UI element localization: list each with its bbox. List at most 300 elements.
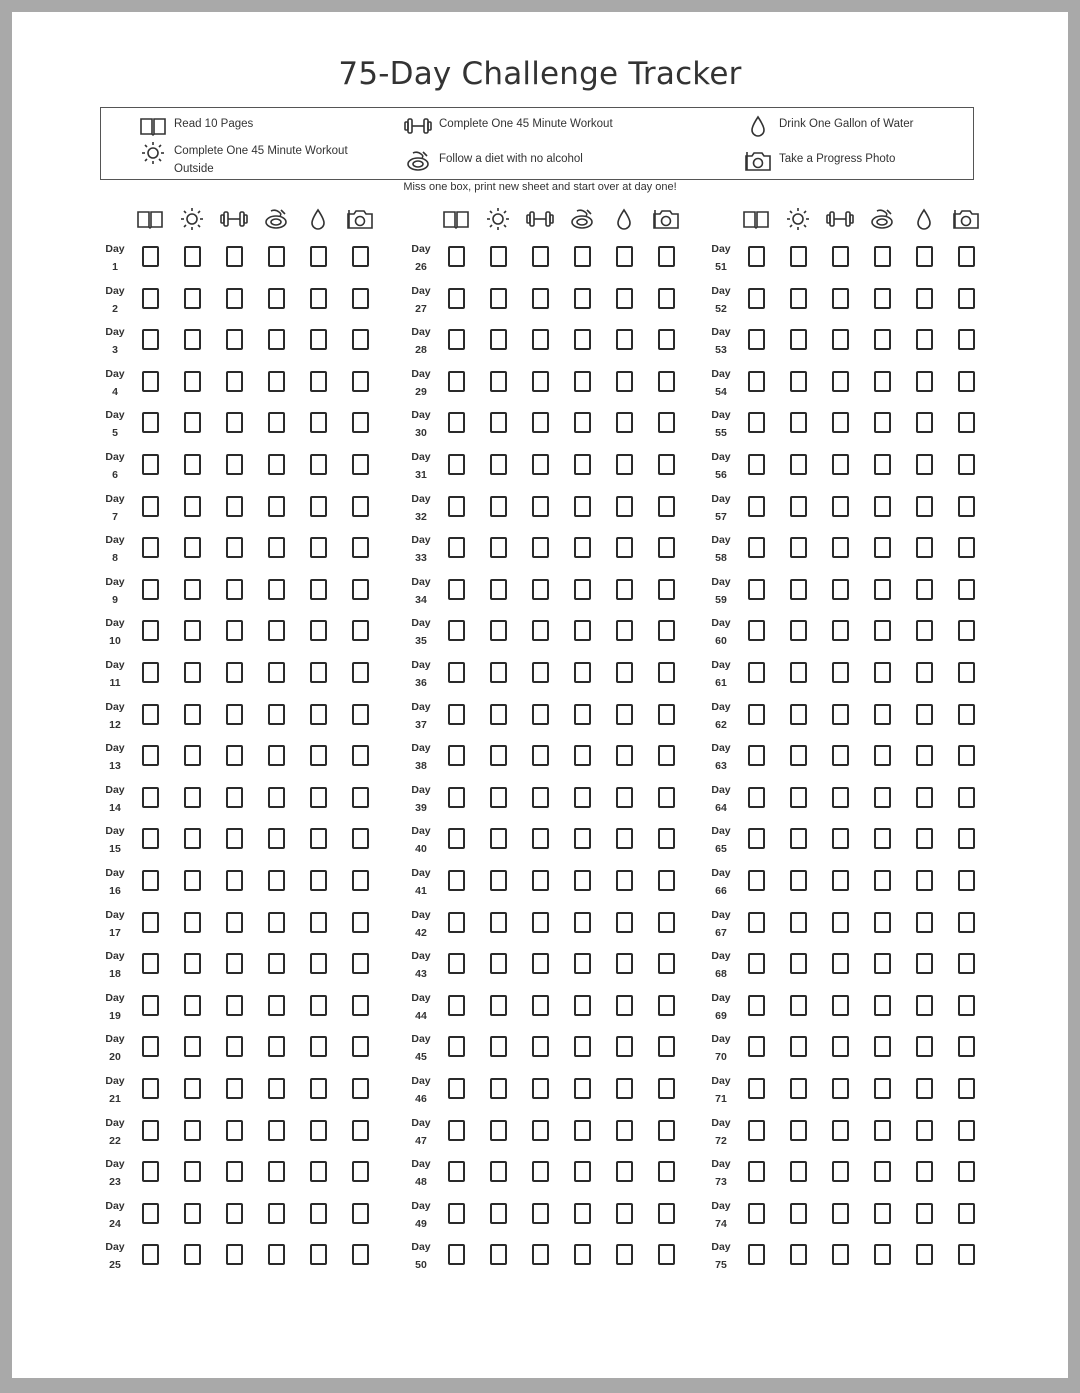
checkbox-day-27-camera[interactable] (658, 288, 675, 309)
checkbox-day-16-water-drop[interactable] (310, 870, 327, 891)
checkbox-day-66-water-drop[interactable] (916, 870, 933, 891)
checkbox-day-27-sun[interactable] (490, 288, 507, 309)
checkbox-day-39-diet[interactable] (574, 787, 591, 808)
checkbox-day-51-camera[interactable] (958, 246, 975, 267)
checkbox-day-63-sun[interactable] (790, 745, 807, 766)
checkbox-day-28-water-drop[interactable] (616, 329, 633, 350)
checkbox-day-30-camera[interactable] (658, 412, 675, 433)
checkbox-day-54-water-drop[interactable] (916, 371, 933, 392)
checkbox-day-5-camera[interactable] (352, 412, 369, 433)
checkbox-day-10-water-drop[interactable] (310, 620, 327, 641)
checkbox-day-70-camera[interactable] (958, 1036, 975, 1057)
checkbox-day-62-diet[interactable] (874, 704, 891, 725)
checkbox-day-19-water-drop[interactable] (310, 995, 327, 1016)
checkbox-day-62-dumbbell[interactable] (832, 704, 849, 725)
checkbox-day-2-camera[interactable] (352, 288, 369, 309)
checkbox-day-54-book[interactable] (748, 371, 765, 392)
checkbox-day-58-water-drop[interactable] (916, 537, 933, 558)
checkbox-day-5-water-drop[interactable] (310, 412, 327, 433)
checkbox-day-17-dumbbell[interactable] (226, 912, 243, 933)
checkbox-day-31-diet[interactable] (574, 454, 591, 475)
checkbox-day-41-camera[interactable] (658, 870, 675, 891)
checkbox-day-67-dumbbell[interactable] (832, 912, 849, 933)
checkbox-day-19-diet[interactable] (268, 995, 285, 1016)
checkbox-day-24-diet[interactable] (268, 1203, 285, 1224)
checkbox-day-40-water-drop[interactable] (616, 828, 633, 849)
checkbox-day-19-book[interactable] (142, 995, 159, 1016)
checkbox-day-38-camera[interactable] (658, 745, 675, 766)
checkbox-day-66-dumbbell[interactable] (832, 870, 849, 891)
checkbox-day-6-camera[interactable] (352, 454, 369, 475)
checkbox-day-57-book[interactable] (748, 496, 765, 517)
checkbox-day-6-diet[interactable] (268, 454, 285, 475)
checkbox-day-8-book[interactable] (142, 537, 159, 558)
checkbox-day-9-diet[interactable] (268, 579, 285, 600)
checkbox-day-12-diet[interactable] (268, 704, 285, 725)
checkbox-day-15-sun[interactable] (184, 828, 201, 849)
checkbox-day-22-sun[interactable] (184, 1120, 201, 1141)
checkbox-day-28-diet[interactable] (574, 329, 591, 350)
checkbox-day-46-dumbbell[interactable] (532, 1078, 549, 1099)
checkbox-day-69-diet[interactable] (874, 995, 891, 1016)
checkbox-day-16-book[interactable] (142, 870, 159, 891)
checkbox-day-36-book[interactable] (448, 662, 465, 683)
checkbox-day-59-water-drop[interactable] (916, 579, 933, 600)
checkbox-day-57-camera[interactable] (958, 496, 975, 517)
checkbox-day-54-camera[interactable] (958, 371, 975, 392)
checkbox-day-26-dumbbell[interactable] (532, 246, 549, 267)
checkbox-day-71-sun[interactable] (790, 1078, 807, 1099)
checkbox-day-52-camera[interactable] (958, 288, 975, 309)
checkbox-day-49-book[interactable] (448, 1203, 465, 1224)
checkbox-day-2-diet[interactable] (268, 288, 285, 309)
checkbox-day-10-camera[interactable] (352, 620, 369, 641)
checkbox-day-57-diet[interactable] (874, 496, 891, 517)
checkbox-day-37-water-drop[interactable] (616, 704, 633, 725)
checkbox-day-33-dumbbell[interactable] (532, 537, 549, 558)
checkbox-day-50-sun[interactable] (490, 1244, 507, 1265)
checkbox-day-59-camera[interactable] (958, 579, 975, 600)
checkbox-day-48-water-drop[interactable] (616, 1161, 633, 1182)
checkbox-day-9-sun[interactable] (184, 579, 201, 600)
checkbox-day-11-sun[interactable] (184, 662, 201, 683)
checkbox-day-45-camera[interactable] (658, 1036, 675, 1057)
checkbox-day-42-water-drop[interactable] (616, 912, 633, 933)
checkbox-day-12-sun[interactable] (184, 704, 201, 725)
checkbox-day-71-water-drop[interactable] (916, 1078, 933, 1099)
checkbox-day-37-sun[interactable] (490, 704, 507, 725)
checkbox-day-21-water-drop[interactable] (310, 1078, 327, 1099)
checkbox-day-72-diet[interactable] (874, 1120, 891, 1141)
checkbox-day-47-sun[interactable] (490, 1120, 507, 1141)
checkbox-day-55-camera[interactable] (958, 412, 975, 433)
checkbox-day-59-sun[interactable] (790, 579, 807, 600)
checkbox-day-44-water-drop[interactable] (616, 995, 633, 1016)
checkbox-day-68-water-drop[interactable] (916, 953, 933, 974)
checkbox-day-65-camera[interactable] (958, 828, 975, 849)
checkbox-day-41-dumbbell[interactable] (532, 870, 549, 891)
checkbox-day-37-camera[interactable] (658, 704, 675, 725)
checkbox-day-52-sun[interactable] (790, 288, 807, 309)
checkbox-day-16-dumbbell[interactable] (226, 870, 243, 891)
checkbox-day-15-camera[interactable] (352, 828, 369, 849)
checkbox-day-25-water-drop[interactable] (310, 1244, 327, 1265)
checkbox-day-68-sun[interactable] (790, 953, 807, 974)
checkbox-day-25-diet[interactable] (268, 1244, 285, 1265)
checkbox-day-29-sun[interactable] (490, 371, 507, 392)
checkbox-day-18-diet[interactable] (268, 953, 285, 974)
checkbox-day-51-dumbbell[interactable] (832, 246, 849, 267)
checkbox-day-7-camera[interactable] (352, 496, 369, 517)
checkbox-day-39-dumbbell[interactable] (532, 787, 549, 808)
checkbox-day-5-dumbbell[interactable] (226, 412, 243, 433)
checkbox-day-63-camera[interactable] (958, 745, 975, 766)
checkbox-day-6-water-drop[interactable] (310, 454, 327, 475)
checkbox-day-53-water-drop[interactable] (916, 329, 933, 350)
checkbox-day-22-water-drop[interactable] (310, 1120, 327, 1141)
checkbox-day-14-diet[interactable] (268, 787, 285, 808)
checkbox-day-55-sun[interactable] (790, 412, 807, 433)
checkbox-day-46-diet[interactable] (574, 1078, 591, 1099)
checkbox-day-13-camera[interactable] (352, 745, 369, 766)
checkbox-day-25-camera[interactable] (352, 1244, 369, 1265)
checkbox-day-40-book[interactable] (448, 828, 465, 849)
checkbox-day-66-camera[interactable] (958, 870, 975, 891)
checkbox-day-75-diet[interactable] (874, 1244, 891, 1265)
checkbox-day-73-water-drop[interactable] (916, 1161, 933, 1182)
checkbox-day-29-diet[interactable] (574, 371, 591, 392)
checkbox-day-32-dumbbell[interactable] (532, 496, 549, 517)
checkbox-day-22-dumbbell[interactable] (226, 1120, 243, 1141)
checkbox-day-60-book[interactable] (748, 620, 765, 641)
checkbox-day-17-book[interactable] (142, 912, 159, 933)
checkbox-day-66-sun[interactable] (790, 870, 807, 891)
checkbox-day-70-diet[interactable] (874, 1036, 891, 1057)
checkbox-day-8-dumbbell[interactable] (226, 537, 243, 558)
checkbox-day-75-camera[interactable] (958, 1244, 975, 1265)
checkbox-day-20-camera[interactable] (352, 1036, 369, 1057)
checkbox-day-9-book[interactable] (142, 579, 159, 600)
checkbox-day-66-book[interactable] (748, 870, 765, 891)
checkbox-day-24-water-drop[interactable] (310, 1203, 327, 1224)
checkbox-day-28-book[interactable] (448, 329, 465, 350)
checkbox-day-62-water-drop[interactable] (916, 704, 933, 725)
checkbox-day-23-sun[interactable] (184, 1161, 201, 1182)
checkbox-day-33-water-drop[interactable] (616, 537, 633, 558)
checkbox-day-55-dumbbell[interactable] (832, 412, 849, 433)
checkbox-day-11-water-drop[interactable] (310, 662, 327, 683)
checkbox-day-9-water-drop[interactable] (310, 579, 327, 600)
checkbox-day-60-camera[interactable] (958, 620, 975, 641)
checkbox-day-46-book[interactable] (448, 1078, 465, 1099)
checkbox-day-57-dumbbell[interactable] (832, 496, 849, 517)
checkbox-day-72-water-drop[interactable] (916, 1120, 933, 1141)
checkbox-day-44-dumbbell[interactable] (532, 995, 549, 1016)
checkbox-day-64-dumbbell[interactable] (832, 787, 849, 808)
checkbox-day-32-camera[interactable] (658, 496, 675, 517)
checkbox-day-21-diet[interactable] (268, 1078, 285, 1099)
checkbox-day-51-sun[interactable] (790, 246, 807, 267)
checkbox-day-33-camera[interactable] (658, 537, 675, 558)
checkbox-day-1-sun[interactable] (184, 246, 201, 267)
checkbox-day-4-sun[interactable] (184, 371, 201, 392)
checkbox-day-23-dumbbell[interactable] (226, 1161, 243, 1182)
checkbox-day-8-camera[interactable] (352, 537, 369, 558)
checkbox-day-46-water-drop[interactable] (616, 1078, 633, 1099)
checkbox-day-63-diet[interactable] (874, 745, 891, 766)
checkbox-day-69-book[interactable] (748, 995, 765, 1016)
checkbox-day-65-diet[interactable] (874, 828, 891, 849)
checkbox-day-20-diet[interactable] (268, 1036, 285, 1057)
checkbox-day-14-dumbbell[interactable] (226, 787, 243, 808)
checkbox-day-31-sun[interactable] (490, 454, 507, 475)
checkbox-day-52-dumbbell[interactable] (832, 288, 849, 309)
checkbox-day-64-sun[interactable] (790, 787, 807, 808)
checkbox-day-12-camera[interactable] (352, 704, 369, 725)
checkbox-day-28-dumbbell[interactable] (532, 329, 549, 350)
checkbox-day-58-camera[interactable] (958, 537, 975, 558)
checkbox-day-31-dumbbell[interactable] (532, 454, 549, 475)
checkbox-day-7-water-drop[interactable] (310, 496, 327, 517)
checkbox-day-59-dumbbell[interactable] (832, 579, 849, 600)
checkbox-day-28-camera[interactable] (658, 329, 675, 350)
checkbox-day-74-sun[interactable] (790, 1203, 807, 1224)
checkbox-day-50-water-drop[interactable] (616, 1244, 633, 1265)
checkbox-day-34-book[interactable] (448, 579, 465, 600)
checkbox-day-13-dumbbell[interactable] (226, 745, 243, 766)
checkbox-day-22-diet[interactable] (268, 1120, 285, 1141)
checkbox-day-23-diet[interactable] (268, 1161, 285, 1182)
checkbox-day-41-diet[interactable] (574, 870, 591, 891)
checkbox-day-49-water-drop[interactable] (616, 1203, 633, 1224)
checkbox-day-24-camera[interactable] (352, 1203, 369, 1224)
checkbox-day-55-diet[interactable] (874, 412, 891, 433)
checkbox-day-47-book[interactable] (448, 1120, 465, 1141)
checkbox-day-29-water-drop[interactable] (616, 371, 633, 392)
checkbox-day-38-dumbbell[interactable] (532, 745, 549, 766)
checkbox-day-43-book[interactable] (448, 953, 465, 974)
checkbox-day-7-diet[interactable] (268, 496, 285, 517)
checkbox-day-14-book[interactable] (142, 787, 159, 808)
checkbox-day-75-book[interactable] (748, 1244, 765, 1265)
checkbox-day-75-water-drop[interactable] (916, 1244, 933, 1265)
checkbox-day-5-book[interactable] (142, 412, 159, 433)
checkbox-day-7-book[interactable] (142, 496, 159, 517)
checkbox-day-7-dumbbell[interactable] (226, 496, 243, 517)
checkbox-day-37-diet[interactable] (574, 704, 591, 725)
checkbox-day-38-book[interactable] (448, 745, 465, 766)
checkbox-day-8-diet[interactable] (268, 537, 285, 558)
checkbox-day-13-book[interactable] (142, 745, 159, 766)
checkbox-day-31-book[interactable] (448, 454, 465, 475)
checkbox-day-36-sun[interactable] (490, 662, 507, 683)
checkbox-day-14-sun[interactable] (184, 787, 201, 808)
checkbox-day-50-camera[interactable] (658, 1244, 675, 1265)
checkbox-day-49-sun[interactable] (490, 1203, 507, 1224)
checkbox-day-56-diet[interactable] (874, 454, 891, 475)
checkbox-day-1-dumbbell[interactable] (226, 246, 243, 267)
checkbox-day-51-diet[interactable] (874, 246, 891, 267)
checkbox-day-20-water-drop[interactable] (310, 1036, 327, 1057)
checkbox-day-43-water-drop[interactable] (616, 953, 633, 974)
checkbox-day-32-water-drop[interactable] (616, 496, 633, 517)
checkbox-day-48-camera[interactable] (658, 1161, 675, 1182)
checkbox-day-23-book[interactable] (142, 1161, 159, 1182)
checkbox-day-18-water-drop[interactable] (310, 953, 327, 974)
checkbox-day-73-camera[interactable] (958, 1161, 975, 1182)
checkbox-day-35-water-drop[interactable] (616, 620, 633, 641)
checkbox-day-11-diet[interactable] (268, 662, 285, 683)
checkbox-day-67-diet[interactable] (874, 912, 891, 933)
checkbox-day-15-dumbbell[interactable] (226, 828, 243, 849)
checkbox-day-42-diet[interactable] (574, 912, 591, 933)
checkbox-day-75-sun[interactable] (790, 1244, 807, 1265)
checkbox-day-20-dumbbell[interactable] (226, 1036, 243, 1057)
checkbox-day-30-dumbbell[interactable] (532, 412, 549, 433)
checkbox-day-50-dumbbell[interactable] (532, 1244, 549, 1265)
checkbox-day-70-dumbbell[interactable] (832, 1036, 849, 1057)
checkbox-day-26-water-drop[interactable] (616, 246, 633, 267)
checkbox-day-34-sun[interactable] (490, 579, 507, 600)
checkbox-day-53-diet[interactable] (874, 329, 891, 350)
checkbox-day-24-book[interactable] (142, 1203, 159, 1224)
checkbox-day-72-camera[interactable] (958, 1120, 975, 1141)
checkbox-day-16-diet[interactable] (268, 870, 285, 891)
checkbox-day-19-camera[interactable] (352, 995, 369, 1016)
checkbox-day-63-dumbbell[interactable] (832, 745, 849, 766)
checkbox-day-24-sun[interactable] (184, 1203, 201, 1224)
checkbox-day-26-camera[interactable] (658, 246, 675, 267)
checkbox-day-36-dumbbell[interactable] (532, 662, 549, 683)
checkbox-day-47-dumbbell[interactable] (532, 1120, 549, 1141)
checkbox-day-29-book[interactable] (448, 371, 465, 392)
checkbox-day-21-book[interactable] (142, 1078, 159, 1099)
checkbox-day-8-sun[interactable] (184, 537, 201, 558)
checkbox-day-52-book[interactable] (748, 288, 765, 309)
checkbox-day-3-water-drop[interactable] (310, 329, 327, 350)
checkbox-day-9-dumbbell[interactable] (226, 579, 243, 600)
checkbox-day-59-diet[interactable] (874, 579, 891, 600)
checkbox-day-25-dumbbell[interactable] (226, 1244, 243, 1265)
checkbox-day-74-camera[interactable] (958, 1203, 975, 1224)
checkbox-day-4-camera[interactable] (352, 371, 369, 392)
checkbox-day-53-dumbbell[interactable] (832, 329, 849, 350)
checkbox-day-13-diet[interactable] (268, 745, 285, 766)
checkbox-day-56-camera[interactable] (958, 454, 975, 475)
checkbox-day-68-book[interactable] (748, 953, 765, 974)
checkbox-day-74-diet[interactable] (874, 1203, 891, 1224)
checkbox-day-43-dumbbell[interactable] (532, 953, 549, 974)
checkbox-day-40-diet[interactable] (574, 828, 591, 849)
checkbox-day-56-sun[interactable] (790, 454, 807, 475)
checkbox-day-51-book[interactable] (748, 246, 765, 267)
checkbox-day-55-water-drop[interactable] (916, 412, 933, 433)
checkbox-day-65-book[interactable] (748, 828, 765, 849)
checkbox-day-69-dumbbell[interactable] (832, 995, 849, 1016)
checkbox-day-17-diet[interactable] (268, 912, 285, 933)
checkbox-day-19-sun[interactable] (184, 995, 201, 1016)
checkbox-day-41-sun[interactable] (490, 870, 507, 891)
checkbox-day-64-camera[interactable] (958, 787, 975, 808)
checkbox-day-12-dumbbell[interactable] (226, 704, 243, 725)
checkbox-day-18-sun[interactable] (184, 953, 201, 974)
checkbox-day-74-dumbbell[interactable] (832, 1203, 849, 1224)
checkbox-day-53-book[interactable] (748, 329, 765, 350)
checkbox-day-72-sun[interactable] (790, 1120, 807, 1141)
checkbox-day-41-book[interactable] (448, 870, 465, 891)
checkbox-day-27-book[interactable] (448, 288, 465, 309)
checkbox-day-46-camera[interactable] (658, 1078, 675, 1099)
checkbox-day-35-dumbbell[interactable] (532, 620, 549, 641)
checkbox-day-64-diet[interactable] (874, 787, 891, 808)
checkbox-day-58-sun[interactable] (790, 537, 807, 558)
checkbox-day-60-water-drop[interactable] (916, 620, 933, 641)
checkbox-day-1-camera[interactable] (352, 246, 369, 267)
checkbox-day-63-water-drop[interactable] (916, 745, 933, 766)
checkbox-day-65-sun[interactable] (790, 828, 807, 849)
checkbox-day-53-sun[interactable] (790, 329, 807, 350)
checkbox-day-21-sun[interactable] (184, 1078, 201, 1099)
checkbox-day-26-diet[interactable] (574, 246, 591, 267)
checkbox-day-56-water-drop[interactable] (916, 454, 933, 475)
checkbox-day-23-water-drop[interactable] (310, 1161, 327, 1182)
checkbox-day-26-sun[interactable] (490, 246, 507, 267)
checkbox-day-23-camera[interactable] (352, 1161, 369, 1182)
checkbox-day-73-book[interactable] (748, 1161, 765, 1182)
checkbox-day-49-camera[interactable] (658, 1203, 675, 1224)
checkbox-day-44-camera[interactable] (658, 995, 675, 1016)
checkbox-day-67-sun[interactable] (790, 912, 807, 933)
checkbox-day-2-water-drop[interactable] (310, 288, 327, 309)
checkbox-day-3-camera[interactable] (352, 329, 369, 350)
checkbox-day-25-sun[interactable] (184, 1244, 201, 1265)
checkbox-day-52-water-drop[interactable] (916, 288, 933, 309)
checkbox-day-33-diet[interactable] (574, 537, 591, 558)
checkbox-day-57-sun[interactable] (790, 496, 807, 517)
checkbox-day-48-dumbbell[interactable] (532, 1161, 549, 1182)
checkbox-day-55-book[interactable] (748, 412, 765, 433)
checkbox-day-35-sun[interactable] (490, 620, 507, 641)
checkbox-day-35-camera[interactable] (658, 620, 675, 641)
checkbox-day-45-water-drop[interactable] (616, 1036, 633, 1057)
checkbox-day-27-water-drop[interactable] (616, 288, 633, 309)
checkbox-day-44-sun[interactable] (490, 995, 507, 1016)
checkbox-day-61-book[interactable] (748, 662, 765, 683)
checkbox-day-73-dumbbell[interactable] (832, 1161, 849, 1182)
checkbox-day-39-book[interactable] (448, 787, 465, 808)
checkbox-day-15-book[interactable] (142, 828, 159, 849)
checkbox-day-31-water-drop[interactable] (616, 454, 633, 475)
checkbox-day-43-camera[interactable] (658, 953, 675, 974)
checkbox-day-45-dumbbell[interactable] (532, 1036, 549, 1057)
checkbox-day-30-sun[interactable] (490, 412, 507, 433)
checkbox-day-39-water-drop[interactable] (616, 787, 633, 808)
checkbox-day-27-dumbbell[interactable] (532, 288, 549, 309)
checkbox-day-48-book[interactable] (448, 1161, 465, 1182)
checkbox-day-60-dumbbell[interactable] (832, 620, 849, 641)
checkbox-day-3-diet[interactable] (268, 329, 285, 350)
checkbox-day-48-diet[interactable] (574, 1161, 591, 1182)
checkbox-day-10-book[interactable] (142, 620, 159, 641)
checkbox-day-72-dumbbell[interactable] (832, 1120, 849, 1141)
checkbox-day-30-water-drop[interactable] (616, 412, 633, 433)
checkbox-day-60-diet[interactable] (874, 620, 891, 641)
checkbox-day-56-book[interactable] (748, 454, 765, 475)
checkbox-day-44-book[interactable] (448, 995, 465, 1016)
checkbox-day-34-dumbbell[interactable] (532, 579, 549, 600)
checkbox-day-68-camera[interactable] (958, 953, 975, 974)
checkbox-day-62-book[interactable] (748, 704, 765, 725)
